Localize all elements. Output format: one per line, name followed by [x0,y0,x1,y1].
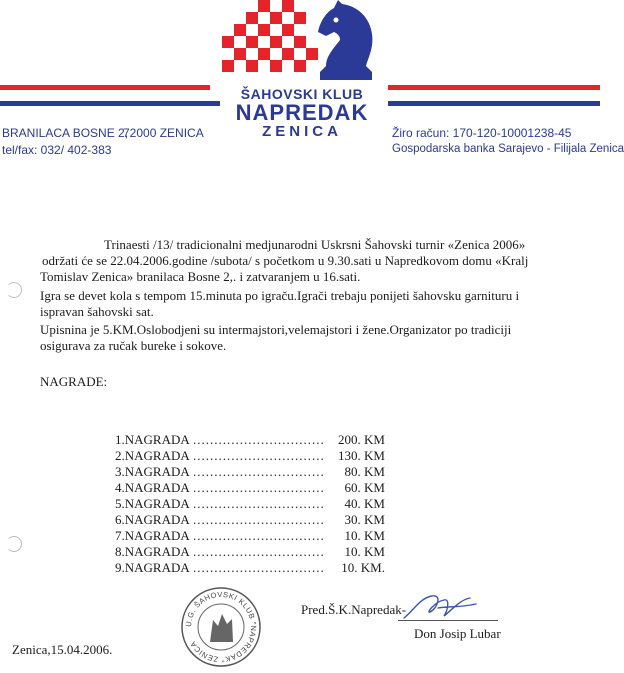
prize-leader-dots: ............................... [193,544,325,559]
club-phone: tel/fax: 032/ 402-383 [2,143,112,157]
prize-leader-dots: ............................... [193,560,325,575]
prize-label: 5.NAGRADA [115,496,190,511]
body-line: Tomislav Zenica» branilaca Bosne 2,. i zatvaranjem u 16.sati. [40,269,361,284]
prize-leader-dots: ............................... [193,432,325,447]
prize-label: 4.NAGRADA [115,480,190,495]
knight-icon [314,0,378,82]
prize-row [115,528,385,543]
body-line: Upisnina je 5.KM.Oslobodjeni su intermajstori,velemajstori i žene.Organizator po tradiciji [40,322,512,337]
prize-amount: 40. KM [344,496,385,511]
stamp-seal-icon [180,586,262,668]
body-line: osigurava za ručak bureke i sokove. [40,338,227,353]
signer-name: Don Josip Lubar [414,626,501,641]
prize-leader-dots: ............................... [193,464,325,479]
prize-amount: 30. KM [344,512,385,527]
body-line: ispravan šahovski sat. [40,304,154,319]
checkerboard-icon [222,0,320,72]
prize-row [115,432,385,447]
prize-leader-dots: ............................... [193,496,325,511]
prize-leader-dots: ............................... [193,528,325,543]
bank-account: Žiro račun: 170-120-10001238-45 [392,126,572,140]
body-line: Trinaesti /13/ tradicionalni medjunarodni Uskrsni Šahovski turnir «Zenica 2006» [104,237,526,252]
prize-amount: 130. KM [338,448,385,463]
left-red-stripe [0,85,210,90]
prize-row [115,512,385,527]
prize-label: 3.NAGRADA [115,464,190,479]
prize-leader-dots: ............................... [193,480,325,495]
prize-leader-dots: ............................... [193,512,325,527]
prize-row [115,560,385,575]
prize-label: 8.NAGRADA [115,544,190,559]
club-name-line3: ZENICA [262,123,342,140]
prize-row [115,544,385,559]
right-blue-stripe [388,101,600,106]
prize-amount: 200. KM [338,432,385,447]
body-line: održati će se 22.04.2006.godine /subota/ s početkom u 9.30.sati u Napredkovom domu «Kralj [42,253,529,268]
prize-label: 6.NAGRADA [115,512,190,527]
body-line: Igra se devet kola s tempom 15.minuta po igraču.Igrači trebaju ponijeti šahovsku garnituru i [40,288,520,303]
stamp-text: U.G. ŠAHOVSKI KLUB "NAPREDAK" ZENICA [183,589,259,665]
left-blue-stripe [0,101,220,106]
prize-row [115,496,385,511]
handwritten-signature [398,588,488,628]
club-name-line1: ŠAHOVSKI KLUB [240,86,364,102]
signature-label: Pred.Š.K.Napredak- [301,602,407,617]
prize-amount: 10. KM [344,544,385,559]
bank-name: Gospodarska banka Sarajevo - Filijala Zenica [392,143,624,155]
prize-row [115,448,385,463]
prize-label: 7.NAGRADA [115,528,190,543]
prize-amount: 10. KM [344,528,385,543]
prize-amount: 60. KM [344,480,385,495]
club-stamp [180,586,262,668]
prize-amount: 10. KM. [341,560,385,575]
prize-leader-dots: ............................... [193,448,325,463]
signature-line [398,620,498,621]
club-address: BRANILACA BOSNE 2, [2,126,129,140]
prize-label: 9.NAGRADA [115,560,190,575]
prizes-heading: NAGRADE: [40,374,108,389]
punch-hole-mark [6,282,22,298]
club-name-line2: NAPREDAK [235,100,369,125]
prize-row [115,480,385,495]
club-city: 72000 ZENICA [123,126,204,140]
prize-amount: 80. KM [344,464,385,479]
place-and-date: Zenica,15.04.2006. [12,642,113,657]
prize-row [115,464,385,479]
punch-hole-mark [6,536,22,552]
right-red-stripe [388,85,600,90]
prize-label: 1.NAGRADA [115,432,190,447]
prize-label: 2.NAGRADA [115,448,190,463]
